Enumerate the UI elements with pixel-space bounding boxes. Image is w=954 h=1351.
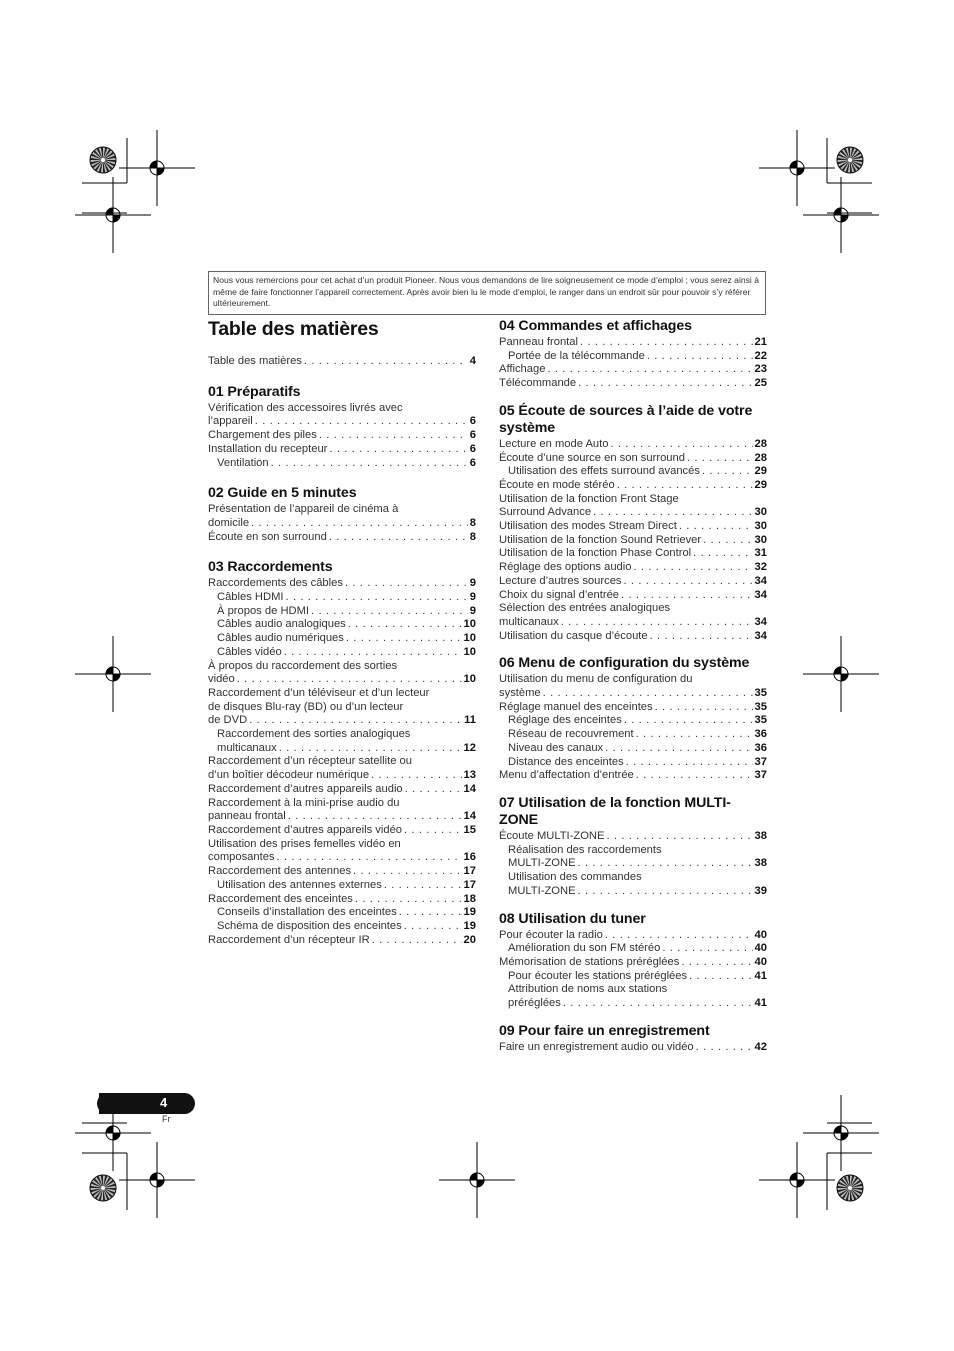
crosshair-mark [119, 1142, 195, 1218]
leader-dots [693, 547, 752, 561]
toc-entry-page: 21 [754, 336, 767, 348]
leader-dots [689, 970, 752, 984]
toc-entry[interactable] [208, 531, 476, 545]
registration-wheel [90, 147, 116, 173]
toc-entry[interactable] [208, 879, 476, 893]
toc-entry-page: 4 [469, 355, 476, 367]
toc-entry-label: domicile [208, 516, 250, 529]
toc-entry[interactable] [499, 547, 767, 561]
section-title[interactable]: 07 Utilisation de la fonction MULTI-ZONE [499, 794, 731, 828]
toc-entry[interactable] [499, 438, 767, 452]
toc-entry[interactable] [208, 577, 476, 591]
toc-entry-label: Mémorisation de stations préréglées [499, 955, 680, 968]
toc-entry-page: 14 [463, 810, 476, 823]
toc-entry-label: Amélioration du son FM stéréo [508, 942, 661, 955]
toc-entry-page: 34 [754, 615, 767, 628]
toc-entry-label: Surround Advance [499, 506, 592, 519]
toc-entry-page: 15 [463, 823, 476, 836]
leader-dots [578, 377, 752, 391]
crosshair-mark [75, 177, 151, 253]
toc-entry-label: Table des matières [208, 355, 302, 367]
toc-entry[interactable] [499, 363, 767, 377]
toc-entry[interactable] [499, 493, 767, 520]
toc-intro-section [208, 355, 476, 369]
toc-entry[interactable] [208, 728, 476, 755]
toc-entry-page: 36 [754, 728, 767, 741]
toc-entry-page: 10 [463, 673, 476, 686]
toc-entry[interactable] [208, 618, 476, 632]
toc-entry-page: 14 [463, 782, 476, 795]
leader-dots [284, 646, 462, 660]
toc-entry-text: Utilisation des prises femelles vidéo en [208, 837, 401, 850]
crosshair-mark [759, 130, 835, 206]
toc-entry-label: Lecture d’autres sources [499, 574, 622, 587]
toc-entry[interactable] [208, 355, 476, 369]
toc-entry[interactable] [499, 830, 767, 844]
toc-entry-label: Raccordement d’autres appareils vidéo [208, 823, 403, 836]
leader-dots [647, 350, 753, 364]
crosshair-mark [803, 636, 879, 712]
toc-entry[interactable] [499, 742, 767, 756]
toc-entry-page: 30 [754, 520, 767, 533]
toc-entry[interactable] [499, 942, 767, 956]
toc-section [208, 559, 476, 947]
toc-entry-page: 6 [469, 429, 476, 442]
toc-entry-page: 34 [754, 629, 767, 642]
toc-entry-label: Pour écouter les stations préréglées [508, 969, 688, 982]
toc-entry-label: Pour écouter la radio [499, 928, 603, 941]
toc-entry[interactable] [499, 377, 767, 391]
leader-dots [636, 769, 753, 783]
leader-dots [621, 589, 753, 603]
toc-entry-page: 20 [463, 933, 476, 946]
leader-dots [271, 457, 468, 471]
toc-entry-label: composantes [208, 851, 275, 864]
leader-dots [311, 605, 468, 619]
toc-entry-page: 10 [463, 632, 476, 645]
leader-dots [329, 531, 468, 545]
left-sections [208, 384, 476, 948]
registration-wheel [90, 1175, 116, 1201]
toc-entry-text: Raccordement d’un récepteur satellite ou [208, 755, 412, 768]
toc-entry-page: 40 [754, 928, 767, 941]
toc-entry-page: 30 [754, 506, 767, 519]
toc-entry-label: Affichage [499, 363, 546, 376]
toc-entry[interactable] [208, 402, 476, 429]
toc-entry-page: 22 [754, 349, 767, 362]
leader-dots [372, 934, 462, 948]
leader-dots [251, 517, 468, 531]
toc-entry-label: multicanaux [499, 615, 559, 628]
section-title[interactable]: 05 Écoute de sources à l’aide de votre système [499, 402, 753, 436]
toc-entry[interactable] [499, 929, 767, 943]
toc-entry-page: 10 [463, 645, 476, 658]
toc-entry-label: Utilisation des effets surround avancés [508, 465, 700, 478]
toc-entry[interactable] [499, 465, 767, 479]
toc-entry-page: 17 [463, 865, 476, 878]
leader-dots [543, 687, 753, 701]
toc-entry[interactable] [499, 871, 767, 898]
leader-dots [696, 1041, 753, 1055]
toc-entry-page: 37 [754, 769, 767, 782]
crosshair-mark [759, 1142, 835, 1218]
leader-dots [249, 714, 462, 728]
toc-entry-label: Raccordement d’un récepteur IR [208, 933, 370, 946]
toc-entry[interactable] [208, 457, 476, 471]
toc-section [208, 485, 476, 544]
toc-entry[interactable] [208, 591, 476, 605]
toc-entry[interactable] [499, 479, 767, 493]
toc-entry-text: Utilisation de la fonction Front Stage [499, 492, 679, 505]
toc-entry-label: Utilisation de la fonction Sound Retriever [499, 533, 702, 546]
leader-dots [405, 783, 462, 797]
crosshair-mark [75, 636, 151, 712]
toc-entry-label: Menu d’affectation d’entrée [499, 769, 634, 782]
toc-entry-label: MULTI-ZONE [508, 857, 576, 870]
section-title[interactable]: 08 Utilisation du tuner [499, 910, 646, 927]
toc-entry[interactable] [208, 605, 476, 619]
leader-dots [593, 506, 752, 520]
toc-entry[interactable] [208, 783, 476, 797]
toc-entry-label: Réglage des options audio [499, 561, 632, 574]
toc-entry-page: 32 [754, 561, 767, 574]
toc-entry-page: 35 [754, 687, 767, 700]
toc-entry-page: 40 [754, 942, 767, 955]
toc-entry-page: 17 [463, 878, 476, 891]
toc-entry[interactable] [208, 824, 476, 838]
toc-right-column [499, 318, 767, 1066]
leader-dots [578, 885, 753, 899]
leader-dots [304, 355, 468, 369]
toc-entry-text: Utilisation du menu de configuration du [499, 673, 693, 686]
toc-entry-text: de disques Blu-ray (BD) ou d’un lecteur [208, 700, 404, 713]
toc-entry-text: Raccordement d’un téléviseur et d’un lecteur [208, 686, 430, 699]
section-title[interactable]: 02 Guide en 5 minutes [208, 485, 357, 502]
toc-entry-page: 13 [463, 769, 476, 782]
toc-entry[interactable] [499, 769, 767, 783]
toc-entry-page: 30 [754, 533, 767, 546]
toc-entry-label: Réglage des enceintes [508, 714, 622, 727]
toc-entry-label: Faire un enregistrement audio ou vidéo [499, 1040, 694, 1053]
toc-entry-label: Chargement des piles [208, 429, 317, 442]
leader-dots [288, 810, 462, 824]
toc-entry[interactable] [208, 632, 476, 646]
toc-entry-page: 6 [469, 456, 476, 469]
toc-entry[interactable] [208, 906, 476, 920]
toc-entry-label: Raccordements des câbles [208, 577, 343, 590]
toc-entry[interactable] [208, 503, 476, 530]
toc-entry-label: Câbles vidéo [217, 645, 282, 658]
toc-entry-label: système [499, 687, 541, 700]
leader-dots [578, 857, 753, 871]
toc-entry-label: Télécommande [499, 377, 577, 390]
toc-entry-label: d’un boîtier décodeur numérique [208, 769, 370, 782]
toc-entry-page: 12 [463, 741, 476, 754]
registration-wheel [837, 1175, 863, 1201]
toc-entry-page: 35 [754, 714, 767, 727]
toc-entry-text: Utilisation des commandes [508, 871, 642, 884]
toc-entry-label: Portée de la télécommande [508, 349, 645, 362]
leader-dots [610, 438, 752, 452]
leader-dots [624, 714, 753, 728]
toc-section [499, 403, 767, 644]
toc-entry-page: 18 [463, 892, 476, 905]
toc-entry[interactable] [208, 934, 476, 948]
toc-left-column [208, 318, 476, 962]
leader-dots [384, 879, 462, 893]
toc-entry-label: Utilisation des modes Stream Direct [499, 520, 677, 533]
toc-entry[interactable] [208, 660, 476, 687]
section-title[interactable]: 04 Commandes et affichages [499, 318, 692, 334]
leader-dots [605, 929, 753, 943]
toc-entry-label: Utilisation des antennes externes [217, 878, 382, 891]
toc-entry-label: Raccordement des enceintes [208, 892, 353, 905]
toc-entry-label: Ventilation [217, 456, 269, 469]
toc-entry-page: 37 [754, 755, 767, 768]
leader-dots [353, 865, 462, 879]
toc-entry-page: 42 [754, 1040, 767, 1053]
toc-entry[interactable] [499, 1041, 767, 1055]
page-number: 4 [160, 1095, 168, 1110]
toc-entry[interactable] [499, 844, 767, 871]
toc-entry-label: Câbles audio analogiques [217, 618, 346, 631]
toc-entry-label: Écoute en son surround [208, 530, 327, 543]
toc-entry[interactable] [208, 646, 476, 660]
toc-section [208, 384, 476, 471]
section-title[interactable]: 01 Préparatifs [208, 383, 301, 400]
leader-dots [255, 415, 468, 429]
toc-entry-page: 6 [469, 442, 476, 455]
toc-entry[interactable] [499, 575, 767, 589]
toc-entry[interactable] [499, 520, 767, 534]
toc-entry-label: l’appareil [208, 415, 253, 428]
toc-entry-label: Niveau des canaux [508, 741, 604, 754]
toc-entry-label: Choix du signal d’entrée [499, 588, 620, 601]
leader-dots [561, 616, 753, 630]
toc-entry-label: À propos de HDMI [217, 604, 310, 617]
toc-entry[interactable] [499, 561, 767, 575]
leader-dots [650, 630, 753, 644]
leader-dots [655, 701, 753, 715]
toc-entry-page: 6 [469, 415, 476, 428]
toc-entry-page: 41 [754, 969, 767, 982]
leader-dots [371, 769, 461, 783]
leader-dots [286, 591, 468, 605]
leader-dots [277, 851, 462, 865]
language-code: Fr [162, 1114, 171, 1124]
toc-entry-page: 28 [754, 451, 767, 464]
leader-dots [319, 429, 468, 443]
toc-entry[interactable] [208, 893, 476, 907]
leader-dots [687, 452, 753, 466]
toc-entry[interactable] [499, 350, 767, 364]
page-number-badge [99, 1093, 195, 1114]
toc-entry-page: 40 [754, 955, 767, 968]
toc-entry-page: 39 [754, 884, 767, 897]
toc-entry-page: 29 [754, 465, 767, 478]
toc-entry[interactable] [499, 534, 767, 548]
leader-dots [626, 756, 753, 770]
toc-entry[interactable] [499, 756, 767, 770]
toc-entry-label: Panneau frontal [499, 336, 578, 348]
leader-dots [580, 336, 753, 350]
intro-notice: Nous vous remercions pour cet achat d’un produit Pioneer. Nous vous demandons de lire soigneusement ce mode d’emploi ; vous serez ainsi à même de faire fonctionner l’appareil correctement. Après avoir bien lu le mode d’emploi, le ranger dans un endroit sûr pour pouvoir s’y référer ultérieurement. [208, 271, 766, 315]
toc-entry-page: 25 [754, 377, 767, 390]
section-title[interactable]: 09 Pour faire un enregistrement [499, 1022, 710, 1039]
leader-dots [237, 673, 462, 687]
toc-entry-label: Lecture en mode Auto [499, 437, 609, 450]
leader-dots [563, 997, 753, 1011]
toc-entry-page: 29 [754, 478, 767, 491]
toc-entry[interactable] [499, 589, 767, 603]
toc-entry[interactable] [208, 429, 476, 443]
toc-entry-label: Écoute MULTI-ZONE [499, 829, 605, 842]
toc-entry-label: Câbles audio numériques [217, 632, 344, 645]
toc-entry-label: Raccordement des antennes [208, 865, 352, 878]
toc-section [499, 655, 767, 783]
toc-entry-text: Présentation de l’appareil de cinéma à [208, 503, 399, 516]
leader-dots [279, 742, 462, 756]
toc-entry-page: 31 [754, 547, 767, 560]
toc-section [499, 318, 767, 391]
toc-entry-label: Conseils d’installation des enceintes [217, 906, 397, 919]
toc-entry[interactable] [499, 728, 767, 742]
page-title: Table des matières [208, 318, 379, 340]
toc-entry-page: 23 [754, 363, 767, 376]
toc-entry-page: 41 [754, 997, 767, 1010]
leader-dots [679, 520, 753, 534]
toc-entry[interactable] [208, 687, 476, 728]
crosshair-mark [803, 177, 879, 253]
right-sections [499, 318, 767, 1054]
toc-entry-page: 9 [469, 577, 476, 590]
toc-entry-page: 35 [754, 700, 767, 713]
leader-dots [662, 942, 752, 956]
toc-entry[interactable] [499, 701, 767, 715]
toc-section [499, 1023, 767, 1055]
toc-section [499, 795, 767, 899]
leader-dots [346, 632, 462, 646]
toc-entry[interactable] [208, 443, 476, 457]
toc-entry-text: Raccordement des sorties analogiques [217, 728, 411, 741]
toc-entry-page: 28 [754, 437, 767, 450]
leader-dots [329, 443, 467, 457]
toc-entry[interactable] [499, 336, 767, 350]
toc-entry-page: 10 [463, 618, 476, 631]
toc-entry-page: 8 [469, 516, 476, 529]
toc-entry[interactable] [499, 714, 767, 728]
registration-wheel [837, 147, 863, 173]
toc-entry-page: 38 [754, 829, 767, 842]
leader-dots [681, 956, 752, 970]
toc-entry-page: 9 [469, 591, 476, 604]
toc-entry-label: vidéo [208, 673, 235, 686]
leader-dots [634, 561, 753, 575]
toc-entry[interactable] [499, 602, 767, 629]
toc-entry-page: 34 [754, 574, 767, 587]
section-title[interactable]: 03 Raccordements [208, 559, 333, 576]
toc-entry-text: Réalisation des raccordements [508, 843, 662, 856]
toc-entry-label: Réglage manuel des enceintes [499, 700, 653, 713]
crosshair-mark [439, 1142, 515, 1218]
toc-entry-label: Schéma de disposition des enceintes [217, 919, 402, 932]
leader-dots [404, 920, 462, 934]
leader-dots [404, 824, 462, 838]
toc-entry[interactable] [499, 983, 767, 1010]
toc-entry-page: 34 [754, 588, 767, 601]
leader-dots [636, 728, 753, 742]
leader-dots [624, 575, 753, 589]
toc-entry-page: 16 [463, 851, 476, 864]
toc-entry-page: 38 [754, 857, 767, 870]
leader-dots [702, 465, 753, 479]
toc-entry-label: Utilisation de la fonction Phase Control [499, 547, 692, 560]
leader-dots [348, 618, 462, 632]
toc-entry[interactable] [208, 838, 476, 865]
toc-entry-page: 9 [469, 604, 476, 617]
toc-entry-text: Attribution de noms aux stations [508, 983, 668, 996]
toc-entry-page: 11 [464, 714, 476, 727]
crosshair-mark [803, 1095, 879, 1171]
toc-entry-label: Écoute en mode stéréo [499, 478, 615, 491]
toc-entry-page: 19 [463, 919, 476, 932]
leader-dots [605, 742, 752, 756]
toc-entry[interactable] [499, 673, 767, 700]
toc-entry-label: multicanaux [217, 741, 277, 754]
leader-dots [345, 577, 468, 591]
toc-entry-page: 8 [469, 530, 476, 543]
leader-dots [606, 830, 752, 844]
toc-entry-page: 19 [463, 906, 476, 919]
toc-entry-label: Distance des enceintes [508, 755, 624, 768]
crosshair-mark [119, 130, 195, 206]
toc-entry[interactable] [208, 920, 476, 934]
toc-entry[interactable] [499, 630, 767, 644]
section-title[interactable]: 06 Menu de configuration du système [499, 655, 750, 672]
toc-entry-label: MULTI-ZONE [508, 884, 576, 897]
toc-entry-label: préréglées [508, 997, 561, 1010]
toc-entry-label: Raccordement d’autres appareils audio [208, 782, 403, 795]
leader-dots [703, 534, 752, 548]
leader-dots [547, 363, 752, 377]
toc-entry-label: panneau frontal [208, 810, 286, 823]
toc-entry-label: Réseau de recouvrement [508, 728, 634, 741]
toc-entry-text: À propos du raccordement des sorties [208, 659, 398, 672]
toc-entry[interactable] [499, 956, 767, 970]
toc-entry-label: de DVD [208, 714, 248, 727]
toc-entry[interactable] [208, 865, 476, 879]
toc-entry-label: Câbles HDMI [217, 591, 284, 604]
toc-section [499, 911, 767, 1011]
leader-dots [617, 479, 753, 493]
toc-entry-label: Utilisation du casque d’écoute [499, 629, 648, 642]
toc-entry-label: Écoute d’une source en son surround [499, 451, 685, 464]
toc-entry[interactable] [499, 452, 767, 466]
toc-entry-text: Vérification des accessoires livrés avec [208, 401, 403, 414]
toc-entry[interactable] [208, 797, 476, 824]
leader-dots [399, 906, 462, 920]
toc-entry-text: Raccordement à la mini-prise audio du [208, 796, 400, 809]
toc-entry[interactable] [208, 755, 476, 782]
toc-entry-page: 36 [754, 741, 767, 754]
leader-dots [355, 893, 462, 907]
toc-entry-text: Sélection des entrées analogiques [499, 602, 671, 615]
toc-entry-label: Installation du recepteur [208, 442, 328, 455]
toc-entry[interactable] [499, 970, 767, 984]
